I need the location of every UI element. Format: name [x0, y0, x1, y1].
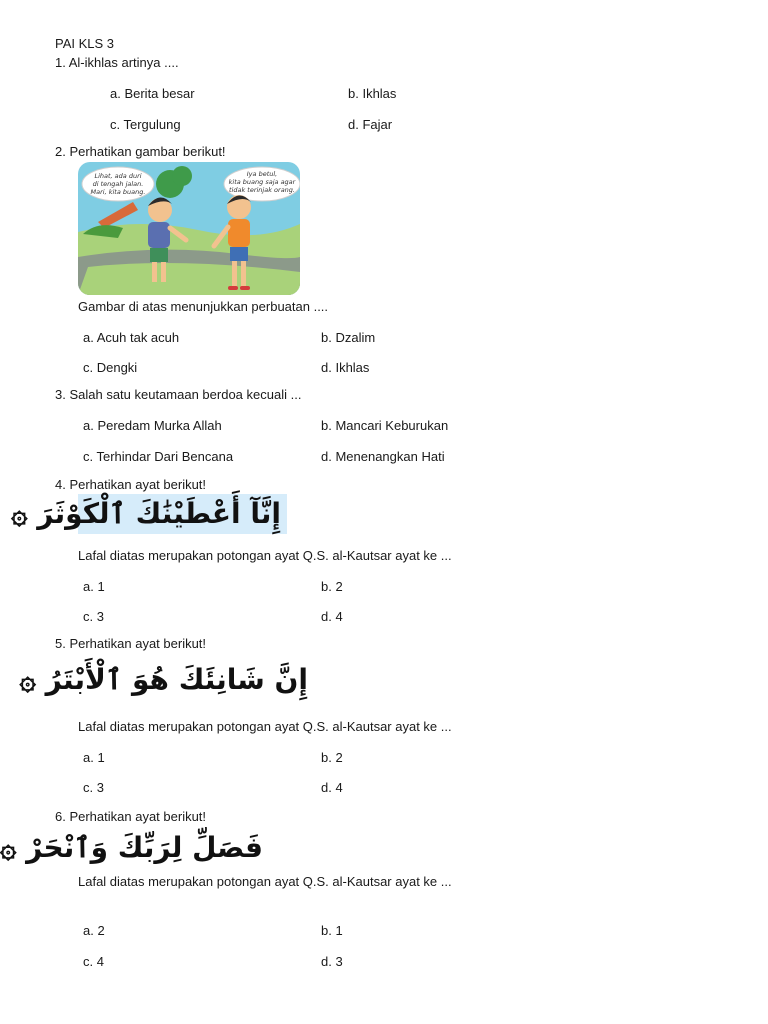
bubble-right-line-1: Iya betul, — [246, 170, 278, 178]
bubble-left-line-2: di tengah jalan. — [92, 180, 144, 188]
bubble-right-line-2: kita buang saja agar — [228, 178, 296, 186]
q2-option-d[interactable]: d. Ikhlas — [321, 360, 370, 375]
q6-ayat: فَصَلِّ لِرَبِّكَ وَٱنْحَرْ ۞ — [0, 831, 263, 864]
page-header: PAI KLS 3 — [55, 36, 115, 51]
q4-option-a[interactable]: a. 1 — [83, 579, 105, 594]
q5-option-d[interactable]: d. 4 — [321, 780, 343, 795]
q6-option-a[interactable]: a. 2 — [83, 923, 105, 938]
q1-option-a[interactable]: a. Berita besar — [110, 86, 195, 101]
question-1-text: 1. Al-ikhlas artinya .... — [55, 55, 179, 70]
question-3-text: 3. Salah satu keutamaan berdoa kecuali ... — [55, 387, 302, 402]
q1-option-b[interactable]: b. Ikhlas — [348, 86, 397, 101]
question-2-caption: Gambar di atas menunjukkan perbuatan .... — [78, 299, 329, 314]
q2-option-b[interactable]: b. Dzalim — [321, 330, 376, 345]
bubble-left-line-1: Lihat, ada duri — [94, 172, 142, 180]
q2-option-a[interactable]: a. Acuh tak acuh — [83, 330, 180, 345]
question-2-text: 2. Perhatikan gambar berikut! — [55, 144, 226, 159]
bubble-right-line-3: tidak terinjak orang. — [228, 186, 296, 194]
illustration-children-thorn — [78, 162, 300, 295]
q4-ayat: إِنَّآ أَعْطَيْنَٰكَ ٱلْكَوْثَرَ ۞ — [78, 494, 287, 534]
bubble-left-line-3: Mari, kita buang. — [90, 188, 146, 196]
question-6-caption: Lafal diatas merupakan potongan ayat Q.S. al-Kautsar ayat ke ... — [78, 874, 452, 889]
question-5-text: 5. Perhatikan ayat berikut! — [55, 636, 207, 651]
q1-option-d[interactable]: d. Fajar — [348, 117, 393, 132]
q1-option-c[interactable]: c. Tergulung — [110, 117, 181, 132]
question-5-caption: Lafal diatas merupakan potongan ayat Q.S. al-Kautsar ayat ke ... — [78, 719, 452, 734]
question-6-text: 6. Perhatikan ayat berikut! — [55, 809, 207, 824]
q4-option-d[interactable]: d. 4 — [321, 609, 343, 624]
q2-option-c[interactable]: c. Dengki — [83, 360, 138, 375]
q6-option-b[interactable]: b. 1 — [321, 923, 343, 938]
q6-option-c[interactable]: c. 4 — [83, 954, 104, 969]
q3-option-c[interactable]: c. Terhindar Dari Bencana — [83, 449, 234, 464]
q5-ayat: إِنَّ شَانِئَكَ هُوَ ٱلْأَبْتَرُ ۞ — [19, 663, 308, 696]
question-4-caption: Lafal diatas merupakan potongan ayat Q.S. al-Kautsar ayat ke ... — [78, 548, 452, 563]
q4-option-b[interactable]: b. 2 — [321, 579, 343, 594]
q4-option-c[interactable]: c. 3 — [83, 609, 104, 624]
q6-option-d[interactable]: d. 3 — [321, 954, 343, 969]
q5-option-a[interactable]: a. 1 — [83, 750, 105, 765]
q3-option-a[interactable]: a. Peredam Murka Allah — [83, 418, 222, 433]
q3-option-b[interactable]: b. Mancari Keburukan — [321, 418, 449, 433]
q5-option-b[interactable]: b. 2 — [321, 750, 343, 765]
q3-option-d[interactable]: d. Menenangkan Hati — [321, 449, 445, 464]
q5-option-c[interactable]: c. 3 — [83, 780, 104, 795]
question-4-text: 4. Perhatikan ayat berikut! — [55, 477, 207, 492]
